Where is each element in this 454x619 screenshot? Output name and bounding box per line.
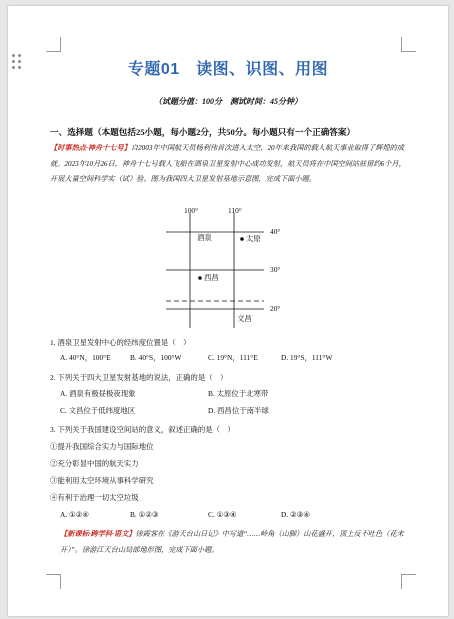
hot-topic-text: 自2003年中国航天员杨利伟首次进入太空，20年来我国的载人航天事业取得了辉煌的成就。2023年10月26日，神舟十七号载人飞船在酒泉卫星发射中心成功发射，航天员将在中国空间站驻留约6个月，开展大量空间科学实（试）验。图为我国四大卫星发射基地示意图，完成下面小题。 bbox=[50, 144, 406, 183]
document-page bbox=[8, 6, 448, 616]
q3-option-a: A. ①②④ bbox=[60, 510, 89, 519]
place-xichang: 西昌 bbox=[204, 273, 219, 282]
lon-label-100: 100° bbox=[184, 206, 199, 215]
test-meta: （试题分值：100分 测试时间：45分钟） bbox=[154, 97, 302, 106]
q3-option-d: D. ②③④ bbox=[281, 510, 310, 519]
q3-item-4: ④有利于治理一切太空垃圾 bbox=[50, 493, 139, 502]
next-topic-paragraph bbox=[60, 527, 410, 558]
launch-site-map bbox=[8, 6, 448, 616]
q1-option-b: B. 40°S，100°W bbox=[130, 353, 182, 362]
q1-option-a: A. 40°N，100°E bbox=[60, 353, 111, 362]
q2-option-a: A. 酒泉有极昼极夜现象 bbox=[60, 389, 136, 398]
lat-label-20: 20° bbox=[270, 304, 281, 313]
hot-topic-tag: 【时事热点·神舟十七号】 bbox=[50, 144, 131, 152]
q1-option-d: D. 19°S，111°W bbox=[281, 353, 333, 362]
drag-handle-icon[interactable] bbox=[12, 54, 24, 70]
page-title: 专题01 读图、识图、用图 bbox=[127, 61, 329, 78]
taiyuan-point bbox=[240, 237, 244, 241]
q2-option-b: B. 太原位于北寒带 bbox=[208, 389, 269, 398]
lat-label-30: 30° bbox=[270, 265, 281, 274]
q1-option-c: C. 19°N，111°E bbox=[208, 353, 258, 362]
place-taiyuan: 太原 bbox=[246, 234, 261, 243]
section-heading: 一、选择题（本题包括25小题，每小题2分，共50分。每小题只有一个正确答案） bbox=[50, 127, 356, 137]
q3-stem: 3. 下列关于我国建设空间站的意义，叙述正确的是（ ） bbox=[50, 425, 235, 434]
q3-item-2: ②充分彰显中国的航天实力 bbox=[50, 459, 139, 468]
q2-stem: 2. 下列关于四大卫星发射基地的说法，正确的是（ ） bbox=[50, 373, 228, 382]
q3-option-b: B. ①②③ bbox=[130, 510, 159, 519]
lon-label-110: 110° bbox=[228, 206, 242, 215]
q2-option-c: C. 文昌位于低纬度地区 bbox=[60, 406, 136, 415]
next-topic-tag: 【新课标·跨学科·语文】 bbox=[60, 530, 136, 538]
lat-label-40: 40° bbox=[270, 227, 281, 236]
place-wenchang: 文昌 bbox=[237, 314, 252, 323]
next-topic-text: 徐霞客在《游天台山日记》中写道“……岭角（山脚）山花盛开，顶上反不吐色（花未开）”。徐游江天台山局部地形图，完成下面小题。 bbox=[60, 530, 404, 554]
q1-stem: 1. 酒泉卫星发射中心的经纬度位置是（ ） bbox=[50, 338, 191, 347]
q3-option-c: C. ①③④ bbox=[208, 510, 237, 519]
xichang-point bbox=[198, 276, 202, 280]
q3-item-3: ③能利用太空环境从事科学研究 bbox=[50, 476, 154, 485]
place-jiuquan: 酒泉 bbox=[197, 233, 212, 242]
q3-item-1: ①提升我国综合实力与国际地位 bbox=[50, 442, 154, 451]
q2-option-d: D. 西昌位于南半球 bbox=[208, 406, 269, 415]
